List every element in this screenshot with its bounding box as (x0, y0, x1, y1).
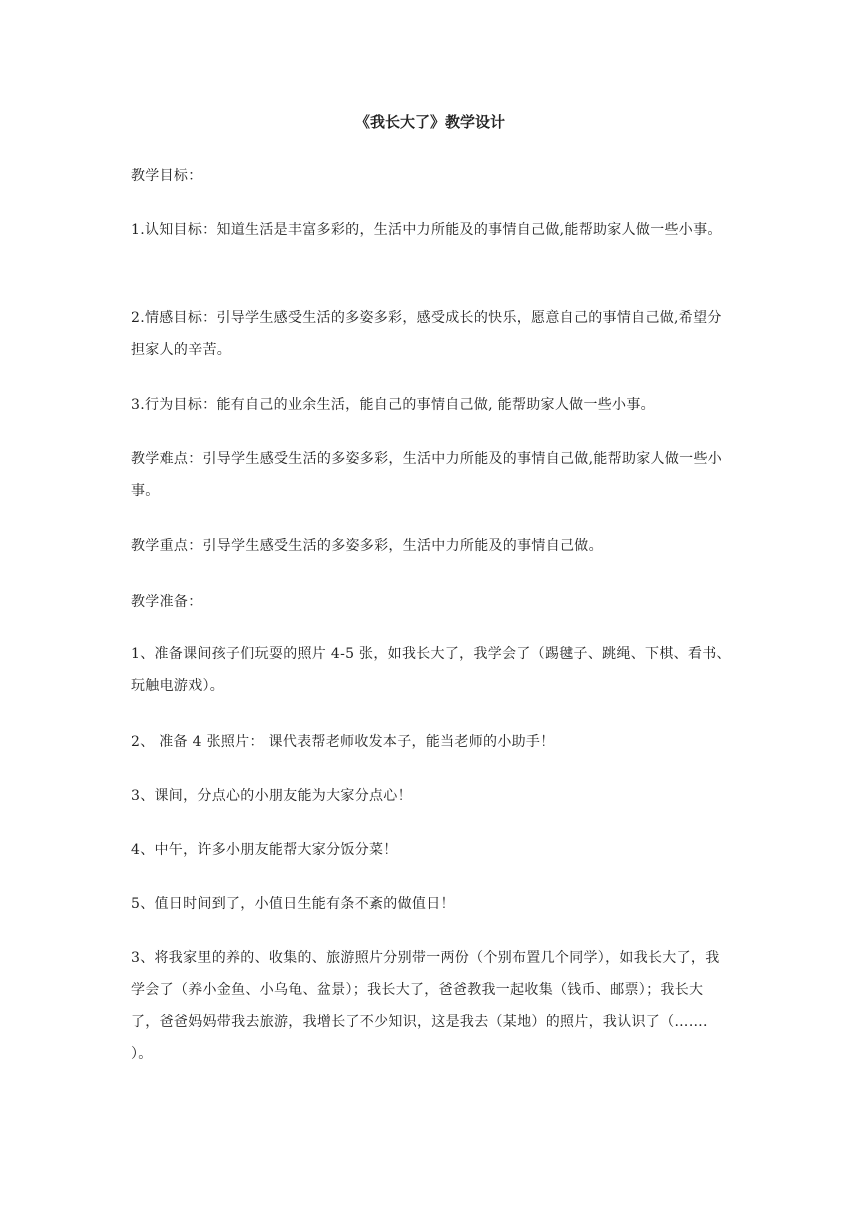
goal-behavioral: 3.行为目标：能有自己的业余生活，能自己的事情自己做, 能帮助家人做一些小事。 (131, 397, 655, 413)
teaching-difficulty: 教学难点：引导学生感受生活的多姿多彩，生活中力所能及的事情自己做,能帮助家人做一些小事。 (131, 451, 723, 499)
section-heading-preparation: 教学准备： (131, 594, 203, 610)
preparation-item-4: 4、中午，许多小朋友能帮大家分饭分菜！ (131, 842, 398, 858)
teaching-focus: 教学重点：引导学生感受生活的多姿多彩，生活中力所能及的事情自己做。 (131, 538, 603, 554)
goal-emotional: 2.情感目标：引导学生感受生活的多姿多彩，感受成长的快乐，愿意自己的事情自己做,希望分担家人的辛苦。 (131, 310, 722, 358)
preparation-item-3: 3、课间，分点心的小朋友能为大家分点心！ (131, 788, 412, 804)
preparation-item-1: 1、准备课间孩子们玩耍的照片 4-5 张，如我长大了，我学会了（踢毽子、跳绳、下棋、看书、玩触电游戏）。 (131, 646, 731, 694)
preparation-item-5: 5、值日时间到了，小值日生能有条不紊的做值日！ (131, 896, 455, 912)
preparation-item-6: 3、将我家里的养的、收集的、旅游照片分别带一两份（个别布置几个同学），如我长大了，我学会了（养小金鱼、小乌龟、盆景）；我长大了，爸爸教我一起收集（钱币、邮票）；我长大了，爸爸妈妈带我去旅游，我增长了不少知识，这是我去（某地）的照片，我认识了（……. ）。 (131, 950, 720, 1062)
section-heading-goals: 教学目标： (131, 168, 203, 184)
goal-cognitive: 1.认知目标：知道生活是丰富多彩的，生活中力所能及的事情自己做,能帮助家人做一些小事。 (131, 222, 722, 238)
preparation-item-2: 2、 准备 4 张照片： 课代表帮老师收发本子，能当老师的小助手！ (131, 734, 555, 750)
document-title: 《我长大了》教学设计 (354, 113, 505, 131)
